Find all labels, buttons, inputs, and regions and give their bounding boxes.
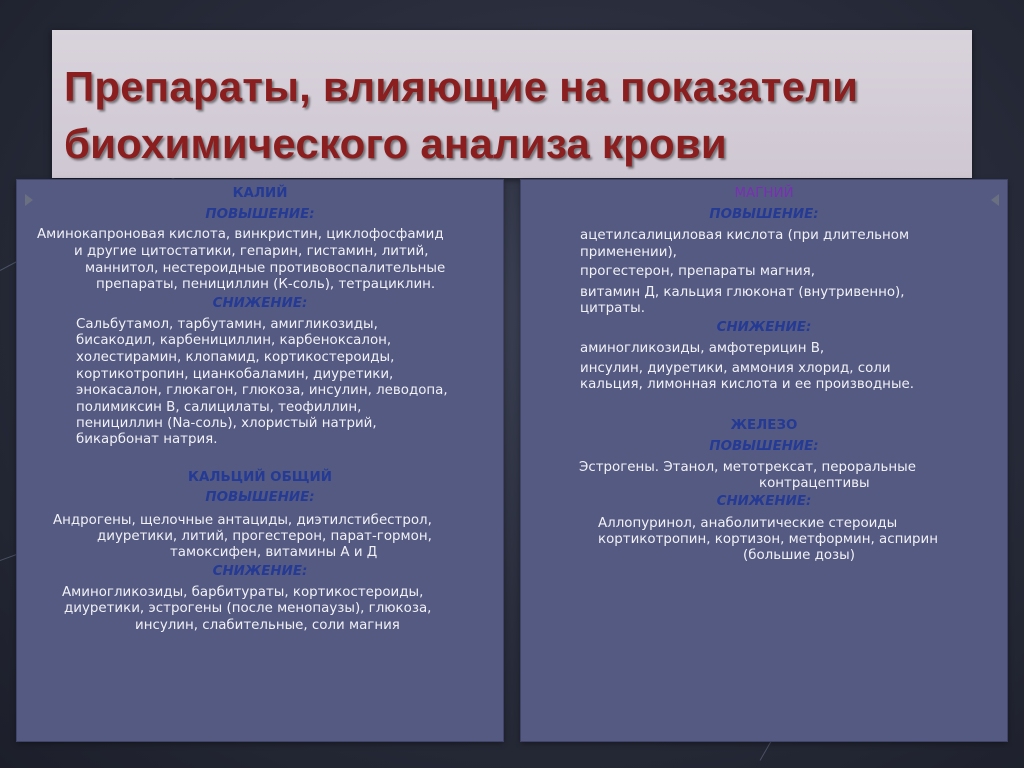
iron-decrease-line: Аллопуринол, анаболитические стероиды [598, 516, 898, 531]
calcium-decrease-label: СНИЖЕНИЕ: [212, 564, 308, 579]
iron-increase-label: ПОВЫШЕНИЕ: [709, 439, 819, 454]
potassium-decrease-label: СНИЖЕНИЕ: [212, 296, 308, 311]
potassium-heading: КАЛИЙ [232, 186, 288, 201]
magnesium-heading: МАГНИЙ [734, 186, 794, 201]
potassium-decrease-line: холестирамин, клопамид, кортикостероиды, [76, 350, 395, 365]
calcium-decrease-line: Аминогликозиды, барбитураты, кортикостероиды, [62, 585, 424, 600]
potassium-decrease-line: кортикотропин, цианкобаламин, диуретики, [76, 367, 394, 382]
magnesium-decrease-line: инсулин, диуретики, аммония хлорид, соли [580, 361, 891, 376]
calcium-increase-line: Андрогены, щелочные антациды, диэтилстибестрол, [53, 513, 432, 528]
magnesium-increase-line: витамин Д, кальция глюконат (внутривенно), [580, 285, 905, 300]
magnesium-increase-line: применении), [580, 245, 677, 260]
magnesium-increase-line: ацетилсалициловая кислота (при длительном [580, 228, 910, 243]
slide-title: Препараты, влияющие на показатели биохимического анализа крови [64, 63, 859, 167]
potassium-increase-line: маннитол, нестероидные противовоспалительные [85, 261, 446, 276]
calcium-heading: КАЛЬЦИЙ ОБЩИЙ [188, 470, 332, 485]
iron-decrease-line: (большие дозы) [743, 548, 855, 563]
magnesium-increase-label: ПОВЫШЕНИЕ: [709, 207, 819, 222]
potassium-decrease-line: бисакодил, карбенициллин, карбеноксалон, [76, 333, 392, 348]
magnesium-decrease-line: аминогликозиды, амфотерицин В, [580, 341, 825, 356]
right-panel [521, 180, 1007, 741]
calcium-decrease-line: диуретики, эстрогены (после менопаузы), глюкоза, [64, 601, 432, 616]
iron-heading: ЖЕЛЕЗО [730, 418, 798, 433]
calcium-increase-line: тамоксифен, витамины А и Д [170, 545, 378, 560]
calcium-decrease-line: инсулин, слабительные, соли магния [135, 618, 400, 633]
calcium-increase-line: диуретики, литий, прогестерон, парат-гормон, [97, 529, 432, 544]
calcium-increase-label: ПОВЫШЕНИЕ: [205, 490, 315, 505]
potassium-decrease-line: Сальбутамол, тарбутамин, амигликозиды, [76, 317, 378, 332]
iron-increase-line: контрацептивы [759, 476, 870, 491]
magnesium-decrease-label: СНИЖЕНИЕ: [716, 320, 812, 335]
potassium-decrease-line: пенициллин (Na-соль), хлористый натрий, [76, 416, 377, 431]
magnesium-increase-line: прогестерон, препараты магния, [580, 264, 815, 279]
magnesium-decrease-line: кальция, лимонная кислота и ее производные. [580, 377, 915, 392]
potassium-decrease-line: полимиксин В, салицилаты, теофиллин, [76, 400, 362, 415]
potassium-increase-line: и другие цитостатики, гепарин, гистамин, литий, [74, 244, 429, 259]
magnesium-increase-line: цитраты. [580, 301, 645, 316]
iron-increase-line: Эстрогены. Этанол, метотрексат, пероральные [579, 460, 916, 475]
potassium-increase-label: ПОВЫШЕНИЕ: [205, 207, 315, 222]
potassium-decrease-line: бикарбонат натрия. [76, 432, 218, 447]
title-box [52, 30, 972, 178]
left-panel [17, 180, 503, 741]
potassium-increase-line: препараты, пенициллин (К-соль), тетрациклин. [96, 277, 436, 292]
iron-decrease-label: СНИЖЕНИЕ: [716, 494, 812, 509]
potassium-decrease-line: энокасалон, глюкагон, глюкоза, инсулин, леводопа, [76, 383, 448, 398]
potassium-increase-line: Аминокапроновая кислота, винкристин, циклофосфамид [37, 227, 444, 242]
iron-decrease-line: кортикотропин, кортизон, метформин, аспирин [598, 532, 938, 547]
